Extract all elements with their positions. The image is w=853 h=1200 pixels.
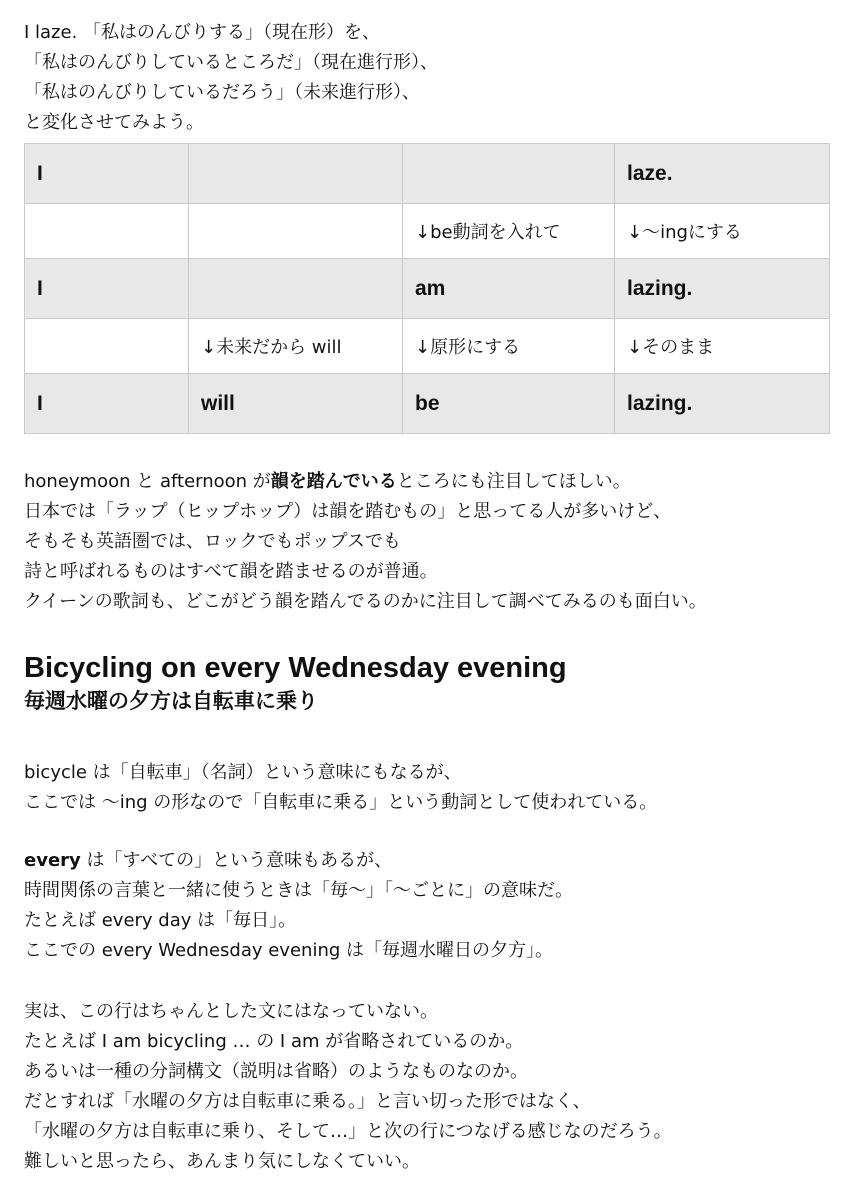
keyword-every: every: [24, 850, 81, 871]
bicycle-line: ここでは ～ing の形なので「自転車に乗る」という動詞として使われている。: [24, 792, 658, 813]
every-line: たとえば every day は「毎日」。: [24, 910, 297, 931]
rhyme-line: そもそも英語圏では、ロックでもポップスでも: [24, 531, 401, 552]
table-cell-note: ↓～ingにする: [615, 204, 830, 259]
table-cell-be-verb: be: [403, 374, 615, 434]
section-heading: [24, 650, 834, 716]
table-cell-note: ↓be動詞を入れて: [403, 204, 615, 259]
intro-line: 「私はのんびりしているだろう」（未来進行形）、: [24, 82, 420, 103]
table-cell-note: [25, 204, 189, 259]
emphasis-text: 韻を踏んでいる: [270, 471, 397, 492]
bicycle-line: bicycle は「自転車」（名詞）という意味にもなるが、: [24, 762, 462, 783]
intro-line: 「私はのんびりしているところだ」（現在進行形）、: [24, 52, 438, 73]
every-line: 時間関係の言葉と一緒に使うときは「毎～」「～ごとに」の意味だ。: [24, 880, 573, 901]
rhyme-line: 日本では「ラップ（ヒップホップ）は韻を踏むもの」と思ってる人が多いけど、: [24, 501, 672, 522]
rhyme-paragraph: [24, 467, 834, 617]
table-cell-note: [189, 204, 403, 259]
table-cell-auxiliary: will: [189, 374, 403, 434]
heading-japanese: 毎週水曜の夕方は自転車に乗り: [24, 689, 318, 713]
table-row-note: [25, 319, 830, 374]
rhyme-line: クイーンの歌詞も、どこがどう韻を踏んでるのかに注目して調べてみるのも面白い。: [24, 591, 707, 612]
grammar-line: だとすれば「水曜の夕方は自転車に乗る。」と言い切った形ではなく、: [24, 1091, 591, 1112]
table-row-present: [25, 144, 830, 204]
table-cell-be-verb: am: [403, 259, 615, 319]
table-row-future-progressive: [25, 374, 830, 434]
grammar-line: あるいは一種の分詞構文（説明は省略）のようなものなのか。: [24, 1061, 528, 1082]
intro-line: I laze. 「私はのんびりする」（現在形）を、: [24, 22, 381, 43]
table-cell-subject: I: [25, 259, 189, 319]
every-text: は「すべての」という意味もあるが、: [80, 850, 393, 871]
table-cell-verb: lazing.: [615, 259, 830, 319]
table-cell-verb: laze.: [615, 144, 830, 204]
every-paragraph: [24, 846, 834, 966]
table-cell-note: ↓未来だから will: [189, 319, 403, 374]
table-row-present-progressive: [25, 259, 830, 319]
rhyme-line: 詩と呼ばれるものはすべて韻を踏ませるのが普通。: [24, 561, 438, 582]
intro-line: と変化させてみよう。: [24, 112, 204, 133]
every-line: ここでの every Wednesday evening は「毎週水曜日の夕方」。: [24, 940, 553, 961]
grammar-paragraph: [24, 997, 834, 1177]
table-cell-subject: I: [25, 374, 189, 434]
conjugation-table: [24, 143, 830, 434]
rhyme-line: [24, 467, 834, 497]
bicycle-paragraph: [24, 758, 834, 818]
every-line: [24, 846, 834, 876]
grammar-line: 実は、この行はちゃんとした文にはなっていない。: [24, 1001, 438, 1022]
rhyme-text: honeymoon と afternoon が: [24, 471, 271, 492]
grammar-line: たとえば I am bicycling … の I am が省略されているのか。: [24, 1031, 524, 1052]
table-cell-be-verb: [403, 144, 615, 204]
table-cell-note: ↓原形にする: [403, 319, 615, 374]
table-cell-note: ↓そのまま: [615, 319, 830, 374]
rhyme-text: ところにも注目してほしい。: [396, 471, 631, 492]
table-row-note: [25, 204, 830, 259]
table-cell-subject: I: [25, 144, 189, 204]
table-cell-note: [25, 319, 189, 374]
heading-english: Bicycling on every Wednesday evening: [24, 652, 567, 684]
intro-paragraph: [24, 18, 834, 138]
table-cell-auxiliary: [189, 259, 403, 319]
grammar-line: 難しいと思ったら、あんまり気にしなくていい。: [24, 1151, 420, 1172]
table-cell-verb: lazing.: [615, 374, 830, 434]
table-cell-auxiliary: [189, 144, 403, 204]
grammar-line: 「水曜の夕方は自転車に乗り、そして…」と次の行につなげる感じなのだろう。: [24, 1121, 672, 1142]
